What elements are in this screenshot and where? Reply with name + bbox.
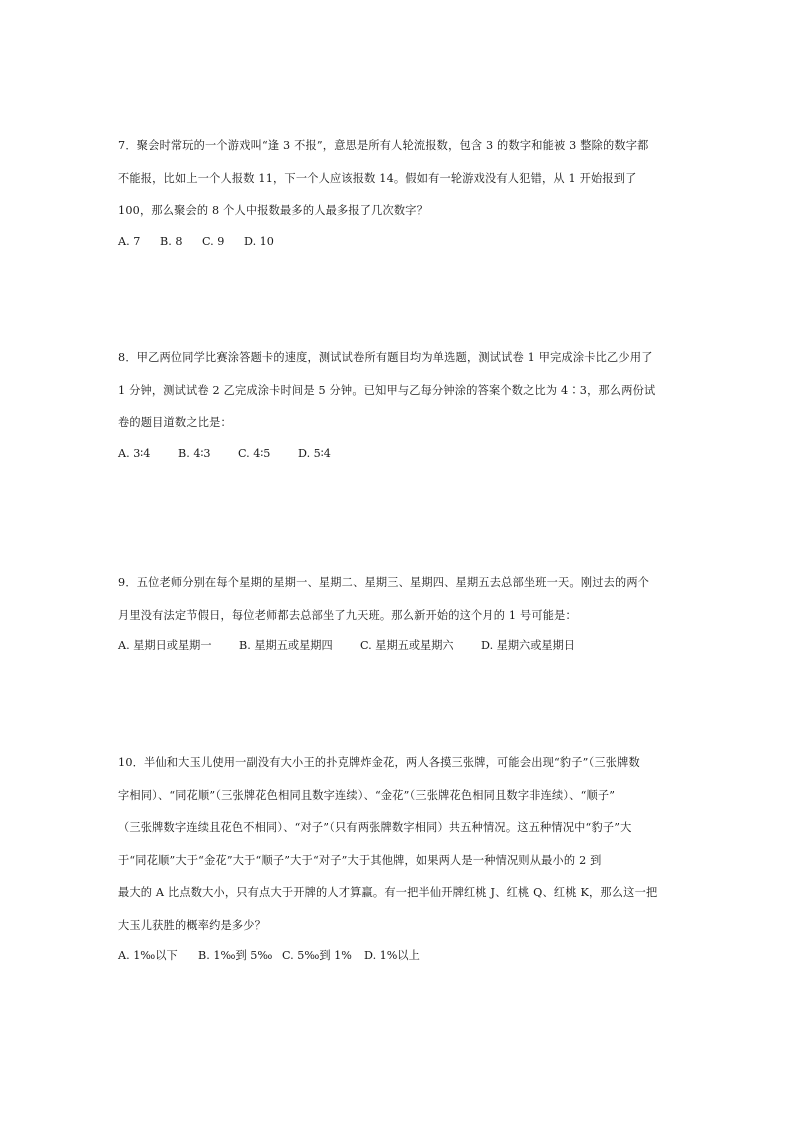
question-8 [118, 342, 678, 464]
question-text-line: 大玉儿获胜的概率约是多少？ [118, 918, 267, 932]
answer-options [118, 232, 678, 252]
option-a: A. 1‰以下 [118, 949, 178, 962]
question-text-line: 7．聚会时常玩的一个游戏叫“逢 3 不报”，意思是所有人轮流报数，包含 3 的数字和能被 3 整除的数字都 [118, 139, 649, 152]
option-d: D. 5∶4 [298, 446, 331, 460]
question-text-line: 于“同花顺”大于“金花”大于“顺子”大于“对子”大于其他牌，如果两人是一种情况则从最小的 2 到 [118, 853, 602, 867]
option-b: B. 星期五或星期四 [239, 639, 333, 652]
answer-options [118, 946, 678, 966]
option-a: A. 星期日或星期一 [118, 639, 212, 652]
option-b: B. 4∶3 [178, 446, 211, 460]
option-d: D. 1%以上 [364, 949, 420, 962]
option-b: B. 8 [160, 234, 183, 248]
question-9 [118, 567, 678, 656]
question-7 [118, 130, 678, 252]
option-a: A. 3∶4 [118, 446, 151, 460]
answer-options [118, 444, 678, 464]
question-10 [118, 747, 678, 966]
option-d: D. 星期六或星期日 [481, 639, 575, 652]
question-text-line: 8．甲乙两位同学比赛涂答题卡的速度，测试试卷所有题目均为单选题，测试试卷 1 甲完成涂卡比乙少用了 [118, 351, 653, 364]
option-c: C. 9 [202, 234, 225, 248]
answer-options [118, 636, 678, 656]
question-text-line: （三张牌数字连续且花色不相同）、“对子”（只有两张牌数字相同）共五种情况。这五种情况中“豹子”大 [118, 821, 632, 834]
question-text-line: 不能报，比如上一个人报数 11，下一个人应该报数 14。假如有一轮游戏没有人犯错，从 1 开始报到了 [118, 171, 637, 185]
question-text-line: 100，那么聚会的 8 个人中报数最多的人最多报了几次数字？ [118, 204, 429, 217]
question-text-line: 9．五位老师分别在每个星期的星期一、星期二、星期三、星期四、星期五去总部坐班一天。刚过去的两个 [118, 576, 650, 589]
option-b: B. 1‰到 5‰ [198, 949, 273, 962]
question-text-line: 1 分钟，测试试卷 2 乙完成涂卡时间是 5 分钟。已知甲与乙每分钟涂的答案个数之比为 4∶3，那么两份试 [118, 383, 656, 397]
question-text-line: 卷的题目道数之比是： [118, 416, 232, 429]
option-a: A. 7 [118, 234, 141, 248]
option-d: D. 10 [244, 234, 274, 248]
option-c: C. 5‰到 1% [282, 949, 352, 962]
question-text-line: 10．半仙和大玉儿使用一副没有大小王的扑克牌炸金花，两人各摸三张牌，可能会出现“豹子”（三张牌数 [118, 756, 640, 769]
option-c: C. 星期五或星期六 [360, 639, 454, 652]
question-text-line: 月里没有法定节假日，每位老师都去总部坐了九天班。那么新开始的这个月的 1 号可能是： [118, 608, 577, 622]
question-text-line: 最大的 A 比点数大小，只有点大于开牌的人才算赢。有一把半仙开牌红桃 J、红桃 Q、红桃 K，那么这一把 [118, 886, 658, 899]
question-text-line: 字相同）、“同花顺”（三张牌花色相同且数字连续）、“金花”（三张牌花色相同且数字非连续）、“顺子” [118, 788, 616, 802]
option-c: C. 4∶5 [238, 446, 271, 460]
